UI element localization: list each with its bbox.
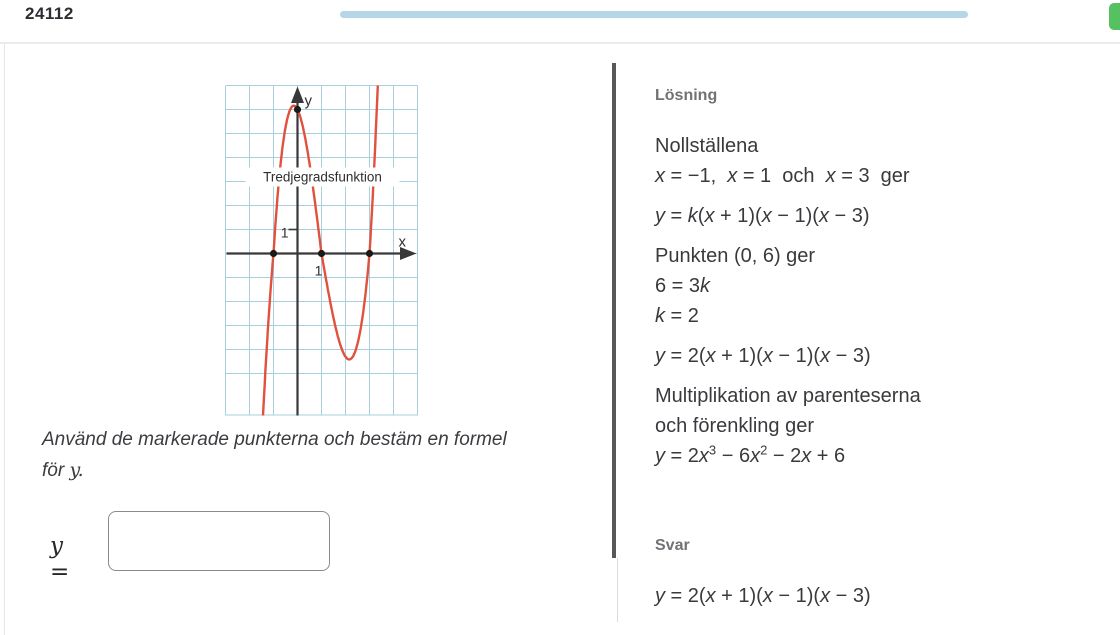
answer-label	[50, 533, 69, 585]
answer-var: y	[50, 533, 63, 559]
next-button[interactable]	[1109, 3, 1120, 30]
solution-line: Punkten (0, 6) ger	[655, 245, 816, 267]
panel-divider-light	[617, 558, 618, 622]
answer-equals: =	[50, 559, 70, 585]
solution-line: och förenkling ger	[655, 415, 814, 437]
question-var-y: y.	[69, 459, 84, 481]
solution-line: x = −1, x = 1 och x = 3 ger	[655, 165, 910, 187]
top-bar	[0, 0, 1120, 44]
solution-panel	[655, 87, 1095, 611]
solution-line: y = k(x + 1)(x − 1)(x − 3)	[655, 205, 870, 227]
solution-block	[655, 201, 1095, 231]
answer-input[interactable]	[108, 511, 330, 571]
graph-axes	[227, 99, 405, 416]
question-text	[42, 424, 617, 486]
solution-line: 6 = 3k	[655, 275, 711, 297]
panel-divider	[612, 63, 616, 558]
progress-bar	[340, 11, 968, 18]
solution-line: $y = 2x^3 - 6x^2 - 2x + 6$	[655, 442, 846, 467]
answer-heading: Svar	[655, 537, 690, 554]
y-axis-arrow	[291, 87, 304, 104]
exercise-id: 24112	[25, 4, 74, 23]
y-tick-label: 1	[280, 224, 289, 241]
solution-block	[655, 381, 1095, 471]
marked-point	[318, 250, 325, 257]
solution-line: Nollställena	[655, 135, 759, 157]
graph-title: Tredjegradsfunktion	[263, 169, 382, 185]
page-left-border	[4, 0, 5, 635]
x-axis-label: x	[398, 233, 406, 251]
solution-line: k = 2	[655, 305, 699, 327]
solution-block	[655, 241, 1095, 331]
marked-point	[270, 250, 277, 257]
answer-formula: y = 2(x + 1)(x − 1)(x − 3)	[655, 585, 871, 607]
solution-heading: Lösning	[655, 87, 718, 104]
question-line-1: Använd de markerade punkterna och bestäm en formel	[42, 429, 507, 450]
solution-block	[655, 131, 1095, 191]
graph-svg-container	[225, 92, 418, 420]
solution-block	[655, 341, 1095, 371]
marked-point	[294, 106, 301, 113]
function-graph	[225, 85, 418, 416]
question-line-2: för y.	[42, 459, 84, 481]
marked-point	[366, 250, 373, 257]
solution-line: Multiplikation av parenteserna	[655, 385, 921, 407]
x-tick-label: 1	[314, 262, 323, 279]
y-axis-label: y	[304, 92, 312, 110]
solution-line: y = 2(x + 1)(x − 1)(x − 3)	[655, 345, 871, 367]
graph-svg	[225, 85, 418, 416]
